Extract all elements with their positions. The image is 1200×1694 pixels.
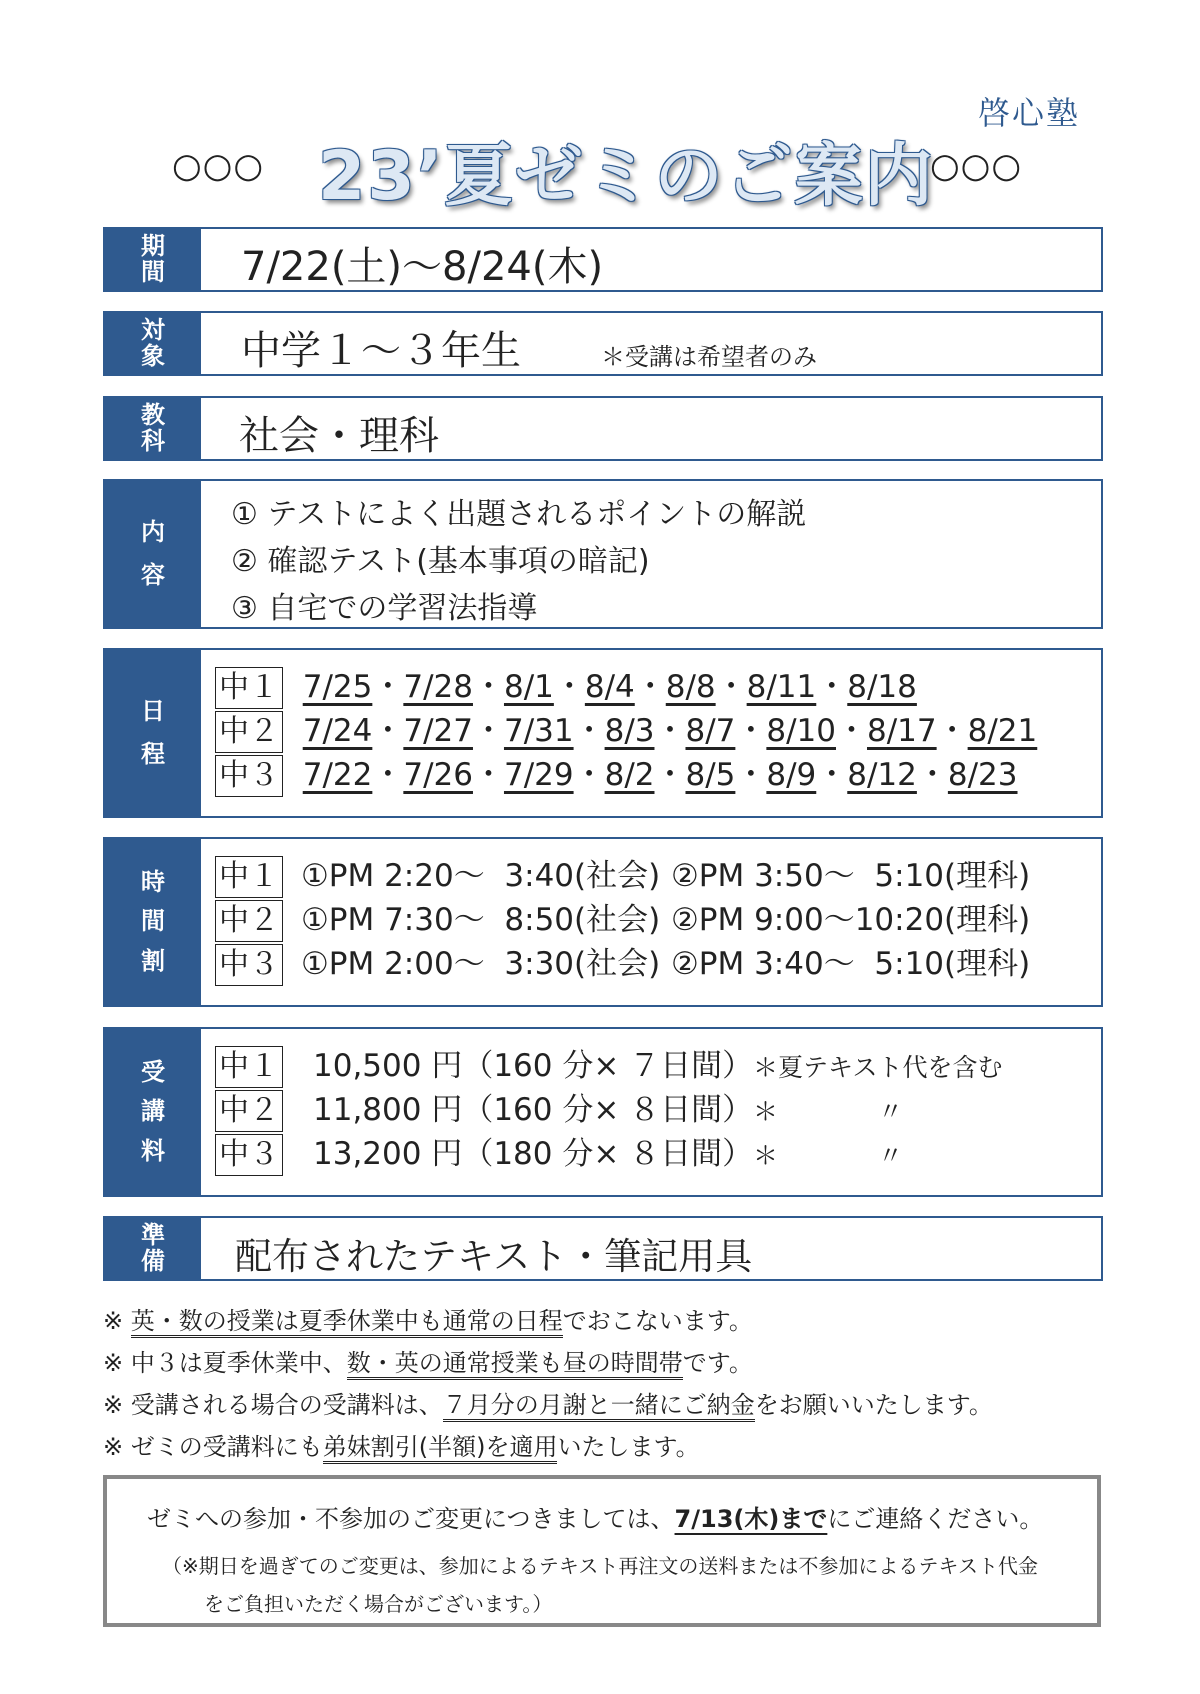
timetable-second: ②PM 3:40～ 5:10(理科) bbox=[671, 946, 1031, 982]
schedule-date: 8/11 bbox=[746, 669, 817, 705]
schedule-date: 8/5 bbox=[685, 757, 736, 793]
fee-amount: 11,800 円（160 分× ８日間） bbox=[313, 1092, 754, 1128]
content-label: 内 容 bbox=[105, 481, 201, 627]
note-underlined: ７月分の月謝と一緒にご納金 bbox=[443, 1391, 755, 1422]
period-value: 7/22(土)～8/24(木) bbox=[241, 244, 604, 290]
fees-label: 受 講 料 bbox=[105, 1029, 201, 1195]
note-post: です。 bbox=[682, 1349, 753, 1377]
schedule-date: 8/8 bbox=[665, 669, 716, 705]
target-row bbox=[103, 311, 1103, 376]
fee-note: ＊夏テキスト代を含む bbox=[753, 1053, 1003, 1082]
grade-box: 中１ bbox=[215, 856, 283, 898]
schedule-date: 7/27 bbox=[403, 713, 473, 749]
schedule-date: 7/25 bbox=[302, 669, 373, 705]
note-pre: 受講される場合の受講料は、 bbox=[123, 1391, 443, 1419]
grade-box: 中２ bbox=[215, 711, 283, 753]
fee-note: ＊ 〃 bbox=[753, 1141, 904, 1170]
note-item bbox=[103, 1426, 993, 1468]
fees-row bbox=[103, 1027, 1103, 1197]
schedule-date: 8/23 bbox=[947, 757, 1018, 793]
subjects-row bbox=[103, 396, 1103, 461]
schedule-date: 7/28 bbox=[403, 669, 473, 705]
schedule-date: 8/9 bbox=[766, 757, 817, 793]
target-note: ＊受講は希望者のみ bbox=[601, 343, 817, 371]
period-label: 期 間 bbox=[105, 229, 201, 290]
decoration-left: ○○○ bbox=[172, 146, 265, 186]
notes-list bbox=[103, 1300, 993, 1468]
content-item: ② 確認テスト(基本事項の暗記) bbox=[231, 544, 650, 579]
fee-amount: 13,200 円（180 分× ８日間） bbox=[313, 1136, 754, 1172]
target-value: 中学１～３年生 bbox=[241, 328, 521, 374]
schedule-date: 8/10 bbox=[766, 713, 836, 749]
note-mark: ※ bbox=[103, 1349, 124, 1377]
schedule-date: 8/2 bbox=[604, 757, 655, 793]
timetable-first: ①PM 2:20～ 3:40(社会) bbox=[301, 858, 661, 894]
grade-box: 中３ bbox=[215, 1134, 283, 1176]
schedule-line: 中１ 7/25・7/28・8/1・8/4・8/8・8/11・8/18 bbox=[215, 666, 917, 709]
note-mark: ※ bbox=[103, 1433, 124, 1461]
timetable-row bbox=[103, 837, 1103, 1007]
grade-box: 中３ bbox=[215, 944, 283, 986]
grade-box: 中３ bbox=[215, 755, 283, 797]
content-item: ① テストによく出題されるポイントの解説 bbox=[231, 497, 807, 532]
note-mark: ※ bbox=[103, 1307, 124, 1335]
schedule-date: 8/12 bbox=[847, 757, 917, 793]
schedule-date: 8/18 bbox=[847, 669, 917, 705]
notice-box bbox=[103, 1475, 1101, 1627]
schedule-date: 8/3 bbox=[604, 713, 655, 749]
note-underlined: 数・英の通常授業も昼の時間帯 bbox=[347, 1349, 683, 1380]
page-title: 23’夏ゼミのご案内 bbox=[318, 137, 935, 216]
target-label: 対 象 bbox=[105, 313, 201, 374]
note-mark: ※ bbox=[103, 1391, 124, 1419]
note-item bbox=[103, 1300, 993, 1342]
timetable-line bbox=[215, 943, 1030, 986]
prepare-label: 準 備 bbox=[105, 1218, 201, 1279]
fee-line bbox=[215, 1133, 903, 1177]
schedule-date: 7/22 bbox=[302, 757, 373, 793]
decoration-right: ○○○ bbox=[930, 146, 1023, 186]
schedule-line: 中２ 7/24・7/27・7/31・8/3・8/7・8/10・8/17・8/21 bbox=[215, 710, 1037, 753]
grade-box: 中２ bbox=[215, 1090, 283, 1132]
grade-box: 中１ bbox=[215, 667, 283, 709]
period-row bbox=[103, 227, 1103, 292]
schedule-date: 8/1 bbox=[503, 669, 554, 705]
timetable-line bbox=[215, 899, 1030, 942]
subjects-label: 教 科 bbox=[105, 398, 201, 459]
note-pre bbox=[123, 1307, 131, 1335]
note-post: をお願いいたします。 bbox=[754, 1391, 993, 1419]
notice-sub: （※期日を過ぎてのご変更は、参加によるテキスト再注文の送料または不参加によるテキスト代金 をご負担いただく場合がございます。） bbox=[162, 1554, 1038, 1616]
note-item bbox=[103, 1384, 993, 1426]
timetable-first: ①PM 7:30～ 8:50(社会) bbox=[301, 902, 661, 938]
notice-deadline: 7/13(木)まで bbox=[674, 1505, 828, 1533]
fee-line bbox=[215, 1045, 1003, 1089]
fee-note: ＊ 〃 bbox=[753, 1097, 904, 1126]
schedule-date: 7/29 bbox=[503, 757, 574, 793]
timetable-second: ②PM 3:50～ 5:10(理科) bbox=[671, 858, 1031, 894]
schedule-row bbox=[103, 648, 1103, 818]
schedule-date: 8/21 bbox=[967, 713, 1038, 749]
subjects-value: 社会・理科 bbox=[239, 413, 439, 459]
schedule-date: 8/17 bbox=[867, 713, 937, 749]
prepare-row bbox=[103, 1216, 1103, 1281]
note-post: いたします。 bbox=[557, 1433, 700, 1461]
schedule-label: 日 程 bbox=[105, 650, 201, 816]
content-item: ③ 自宅での学習法指導 bbox=[231, 591, 538, 626]
timetable-label: 時 間 割 bbox=[105, 839, 201, 1005]
note-underlined: 英・数の授業は夏季休業中も通常の日程 bbox=[131, 1307, 563, 1338]
notice-main: ゼミへの参加・不参加のご変更につきましては、7/13(木)までにご連絡ください。 bbox=[147, 1505, 1044, 1533]
content-row bbox=[103, 479, 1103, 629]
fee-amount: 10,500 円（160 分× ７日間） bbox=[313, 1048, 754, 1084]
schedule-date: 7/31 bbox=[503, 713, 574, 749]
fee-line bbox=[215, 1089, 903, 1133]
title-row bbox=[0, 118, 1100, 218]
grade-box: 中１ bbox=[215, 1046, 283, 1088]
grade-box: 中２ bbox=[215, 900, 283, 942]
schedule-date: 7/26 bbox=[403, 757, 473, 793]
timetable-second: ②PM 9:00～10:20(理科) bbox=[671, 902, 1031, 938]
prepare-value: 配布されたテキスト・筆記用具 bbox=[235, 1235, 753, 1278]
note-pre: 中３は夏季休業中、 bbox=[123, 1349, 347, 1377]
note-item bbox=[103, 1342, 993, 1384]
schedule-line: 中３ 7/22・7/26・7/29・8/2・8/5・8/9・8/12・8/23 bbox=[215, 754, 1018, 797]
note-pre: ゼミの受講料にも bbox=[123, 1433, 323, 1461]
note-underlined: 弟妹割引(半額)を適用 bbox=[323, 1433, 558, 1464]
timetable-line bbox=[215, 855, 1030, 898]
timetable-first: ①PM 2:00～ 3:30(社会) bbox=[301, 946, 661, 982]
school-name: 啓心塾 bbox=[978, 94, 1081, 132]
schedule-date: 8/7 bbox=[685, 713, 736, 749]
schedule-date: 7/24 bbox=[302, 713, 373, 749]
schedule-date: 8/4 bbox=[584, 669, 635, 705]
note-post: でおこないます。 bbox=[562, 1307, 753, 1335]
